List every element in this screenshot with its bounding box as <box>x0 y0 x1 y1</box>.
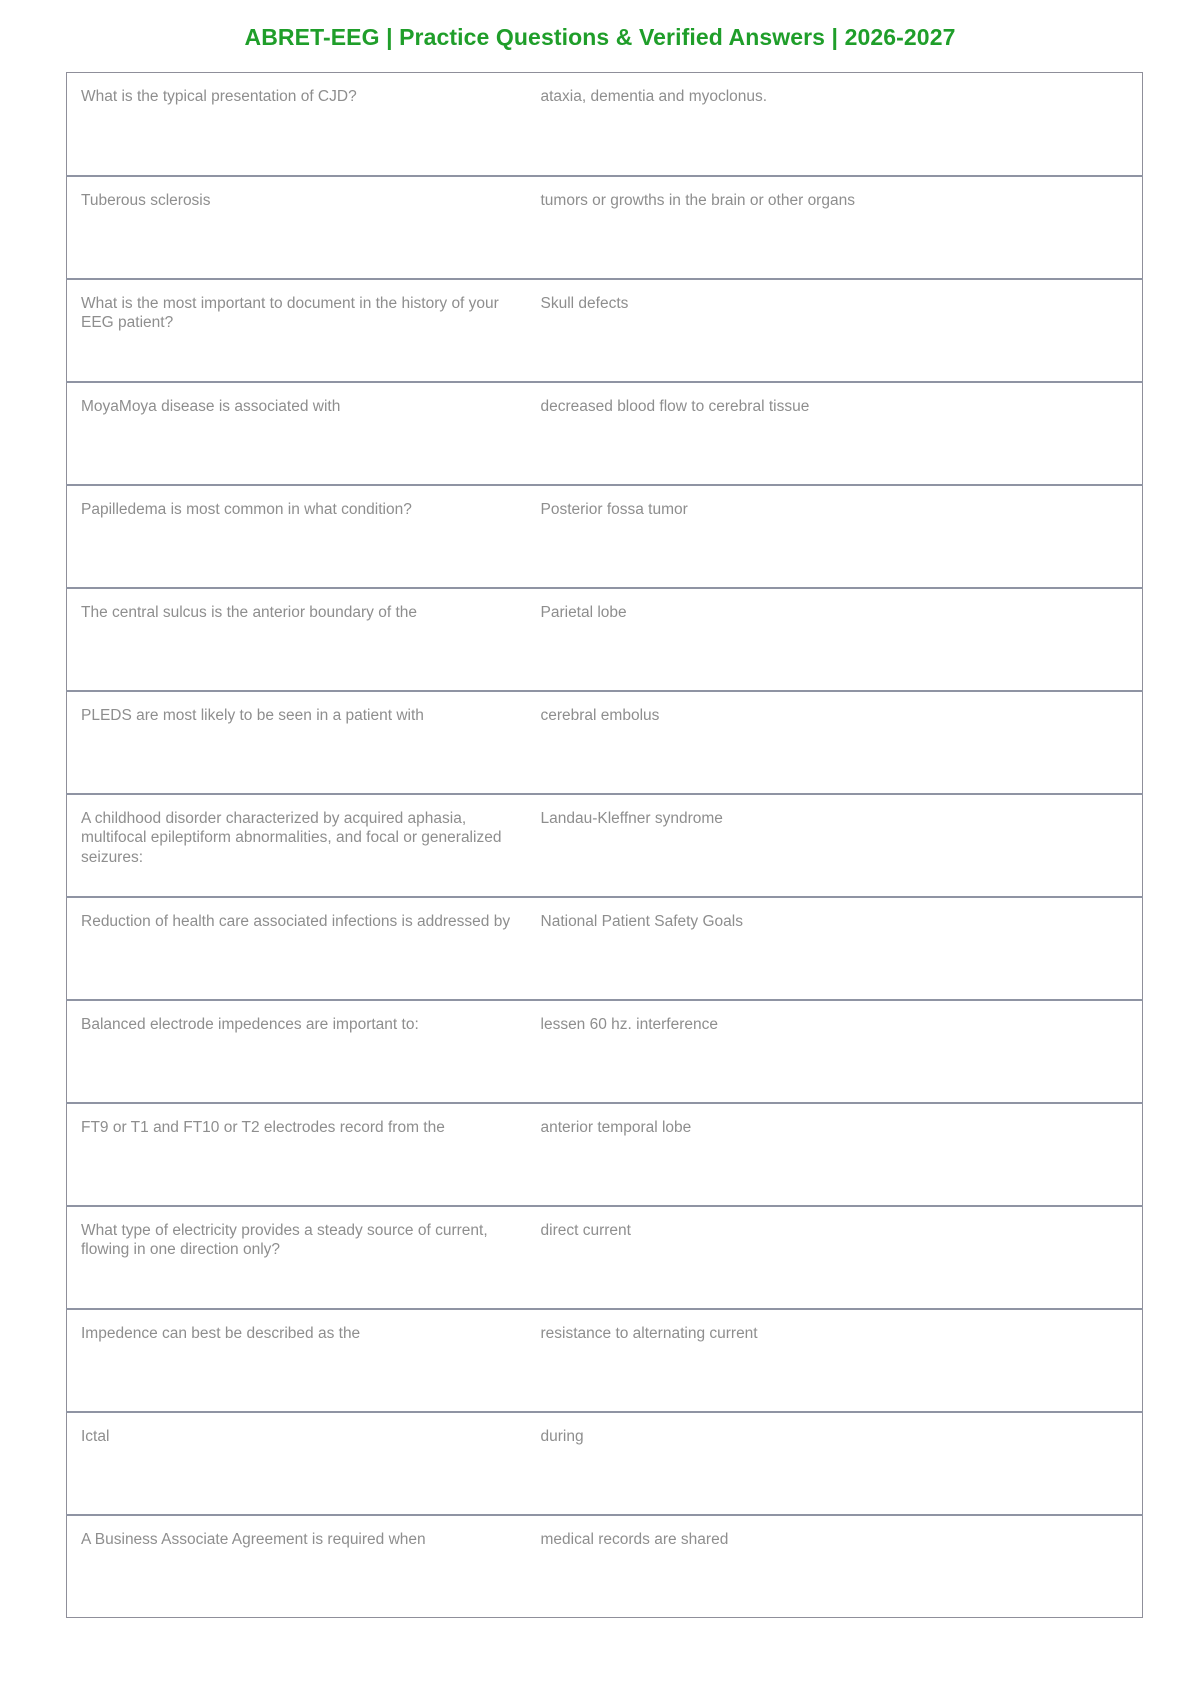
table-row <box>67 1309 1143 1412</box>
question-cell: Reduction of health care associated infections is addressed by <box>81 912 511 930</box>
answer-cell: Parietal lobe <box>540 603 627 621</box>
question-cell: A Business Associate Agreement is required when <box>81 1530 426 1548</box>
question-cell: Tuberous sclerosis <box>81 191 211 209</box>
question-cell: What is the most important to document in the history of your EEG patient? <box>81 294 499 331</box>
answer-cell: ataxia, dementia and myoclonus. <box>540 88 768 105</box>
table-row <box>67 588 1143 691</box>
table-row <box>67 1000 1143 1103</box>
question-cell: Balanced electrode impedences are important to: <box>81 1015 419 1033</box>
answer-cell: during <box>540 1427 584 1445</box>
answer-cell: direct current <box>540 1221 631 1239</box>
answer-cell: Landau-Kleffner syndrome <box>540 809 723 827</box>
qa-table <box>66 72 1143 1618</box>
question-cell: Papilledema is most common in what condition? <box>81 500 412 518</box>
answer-cell: lessen 60 hz. interference <box>540 1015 718 1033</box>
table-row <box>67 73 1143 176</box>
answer-cell: decreased blood flow to cerebral tissue <box>540 397 810 415</box>
table-row <box>67 1103 1143 1206</box>
question-cell: What type of electricity provides a steady source of current, flowing in one direction only? <box>81 1221 488 1258</box>
answer-cell: Skull defects <box>540 294 629 312</box>
question-cell: What is the typical presentation of CJD? <box>81 88 357 105</box>
answer-cell: National Patient Safety Goals <box>540 912 743 930</box>
answer-cell: resistance to alternating current <box>540 1324 758 1342</box>
table-row <box>67 691 1143 794</box>
answer-cell: Posterior fossa tumor <box>540 500 688 518</box>
table-row <box>67 794 1143 897</box>
question-cell: FT9 or T1 and FT10 or T2 electrodes record from the <box>81 1118 445 1136</box>
table-row <box>67 176 1143 279</box>
question-cell: The central sulcus is the anterior boundary of the <box>81 603 418 621</box>
qa-table-body <box>67 73 1143 1618</box>
answer-cell: medical records are shared <box>540 1530 729 1548</box>
answer-cell: tumors or growths in the brain or other organs <box>540 191 855 209</box>
answer-cell: cerebral embolus <box>540 706 660 724</box>
table-row <box>67 1206 1143 1309</box>
answer-cell: anterior temporal lobe <box>540 1118 692 1136</box>
question-cell: Impedence can best be described as the <box>81 1324 361 1342</box>
question-cell: Ictal <box>81 1427 110 1445</box>
table-row <box>67 485 1143 588</box>
question-cell: MoyaMoya disease is associated with <box>81 397 341 415</box>
table-row <box>67 279 1143 382</box>
table-row <box>67 1412 1143 1515</box>
table-row <box>67 1515 1143 1618</box>
question-cell: A childhood disorder characterized by acquired aphasia, multifocal epileptiform abnormalities, and focal or generalized seizures: <box>81 809 502 866</box>
table-row <box>67 897 1143 1000</box>
question-cell: PLEDS are most likely to be seen in a patient with <box>81 706 424 724</box>
table-row <box>67 382 1143 485</box>
document-title: ABRET-EEG | Practice Questions & Verified Answers | 2026-2027 <box>244 24 956 50</box>
